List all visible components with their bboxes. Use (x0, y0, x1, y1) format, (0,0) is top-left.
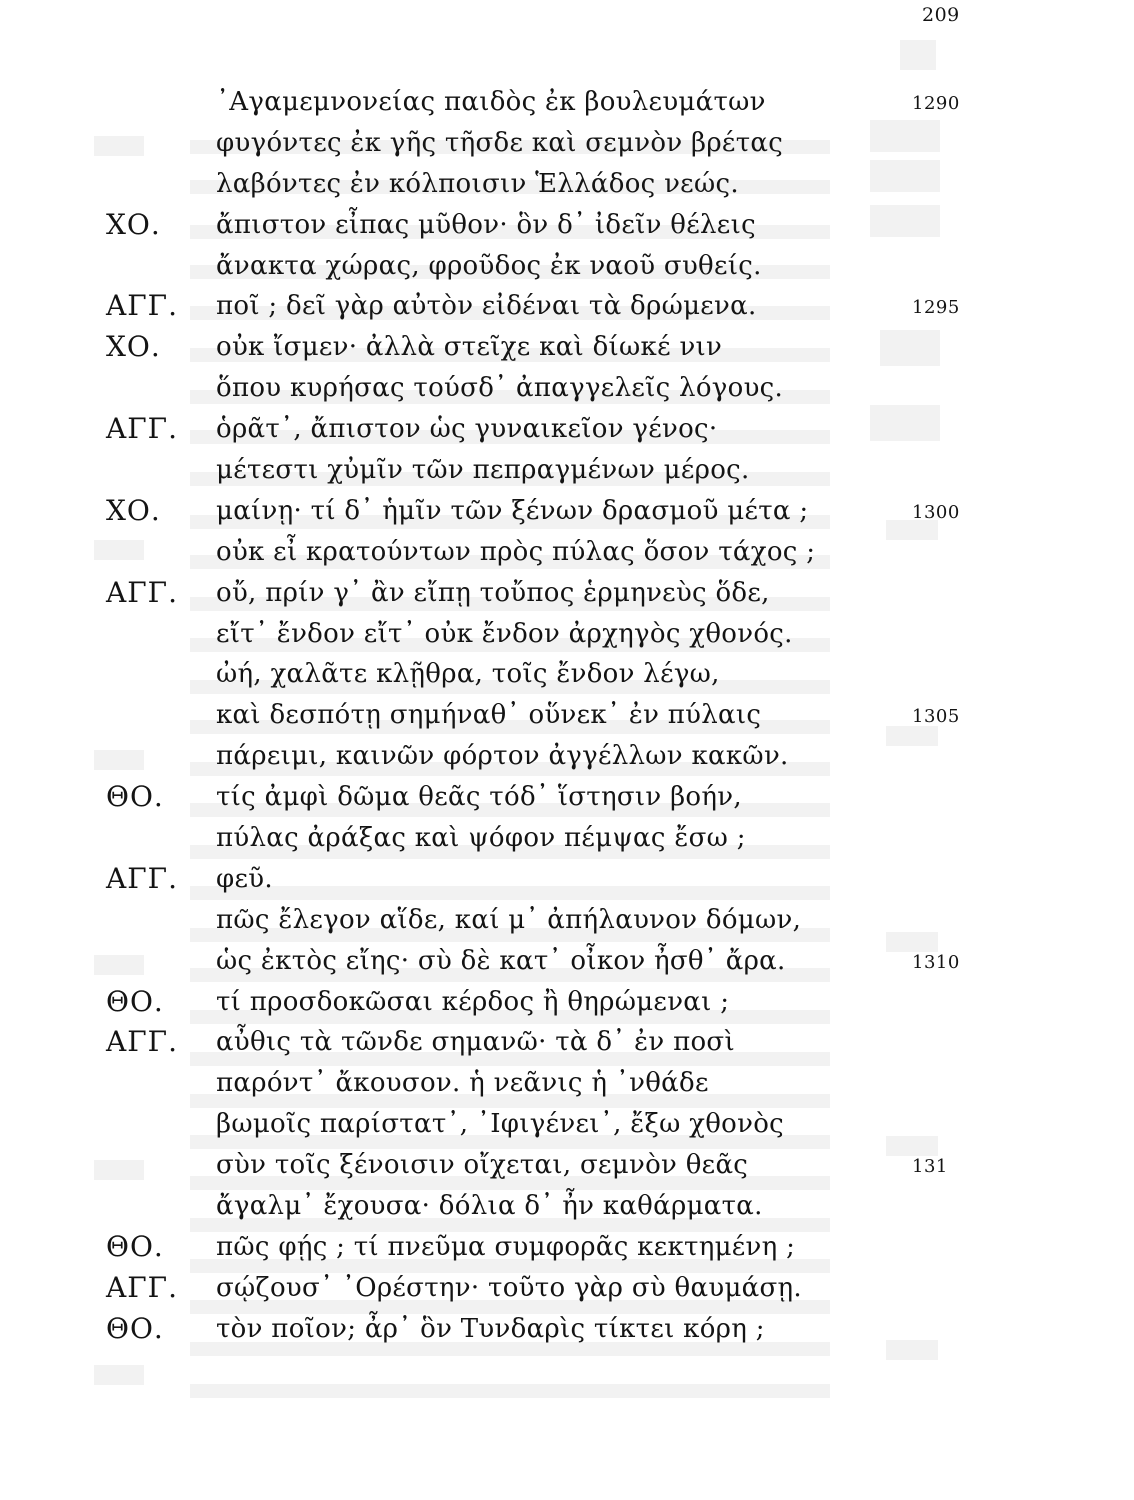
verse-line (0, 246, 1134, 287)
verse-text: σὺν τοῖς ξένοισιν οἴχεται, σεμνὸν θεᾶς (216, 1150, 749, 1181)
speaker-label: ΑΓΓ. (106, 861, 178, 895)
verse-text: ἄγαλμ᾿ ἔχουσα· δόλια δ᾿ ἦν καθάρματα. (216, 1191, 763, 1222)
verse-text: καὶ δεσπότῃ σημήναθ᾿ οὕνεκ᾿ ἐν πύλαις (216, 700, 762, 731)
verse-line (0, 123, 1134, 164)
speaker-label: ΘΟ. (106, 1229, 164, 1263)
speaker-label: ΘΟ. (106, 1311, 164, 1345)
line-number: 1300 (912, 501, 960, 523)
verse-line (0, 982, 1134, 1023)
verse-line (0, 368, 1134, 409)
verse-line (0, 532, 1134, 573)
speaker-label: ΑΓΓ. (106, 1270, 178, 1304)
verse-text: πῶς φῄς ; τί πνεῦμα συμφορᾶς κεκτημένη ; (216, 1231, 796, 1262)
verse-text: εἴτ᾿ ἔνδον εἴτ᾿ οὐκ ἔνδον ἀρχηγὸς χθονός. (216, 618, 793, 649)
verse-text: οὐκ εἶ κρατούντων πρὸς πύλας ὅσον τάχος ; (216, 536, 816, 567)
line-number: 1310 (912, 951, 960, 973)
verse-line (0, 205, 1134, 246)
verse-line (0, 736, 1134, 777)
verse-text: σῴζουσ᾿ ᾿Ορέστην· τοῦτο γὰρ σὺ θαυμάσῃ. (216, 1272, 802, 1303)
verse-text: πύλας ἀράξας καὶ ψόφον πέμψας ἔσω ; (216, 823, 746, 854)
verse-text: ὡς ἐκτὸς εἴης· σὺ δὲ κατ᾿ οἶκον ἦσθ᾿ ἄρα. (216, 945, 786, 976)
verse-line (0, 1268, 1134, 1309)
verse-text: τίς ἀμφὶ δῶμα θεᾶς τόδ᾿ ἵστησιν βοήν, (216, 782, 742, 813)
speaker-label: ΑΓΓ. (106, 575, 178, 609)
verse-text: οὐκ ἴσμεν· ἀλλὰ στεῖχε καὶ δίωκέ νιν (216, 332, 723, 363)
verse-text: τὸν ποῖον; ἆρ᾿ ὃν Τυνδαρὶς τίκτει κόρη ; (216, 1313, 765, 1344)
speaker-label: ΧΟ. (106, 330, 161, 364)
verse-text: ἄπιστον εἶπας μῦθον· ὃν δ᾿ ἰδεῖν θέλεις (216, 209, 756, 240)
verse-text: ὅπου κυρήσας τούσδ᾿ ἀπαγγελεῖς λόγους. (216, 373, 784, 404)
speaker-label: ΧΟ. (106, 493, 161, 527)
line-number: 1290 (912, 93, 960, 114)
verse-text: ὁρᾶτ᾿, ἄπιστον ὡς γυναικεῖον γένος· (216, 414, 718, 445)
verse-lines (0, 82, 1134, 1350)
verse-text: τί προσδοκῶσαι κέρδος ἢ θηρώμεναι ; (216, 986, 730, 1017)
verse-line (0, 941, 1134, 982)
verse-line (0, 1227, 1134, 1268)
verse-text: ποῖ ; δεῖ γὰρ αὐτὸν εἰδέναι τὰ δρώμενα. (216, 291, 757, 322)
verse-line (0, 286, 1134, 327)
speaker-label: ΑΓΓ. (106, 412, 178, 446)
verse-text: φεῦ. (216, 863, 273, 894)
verse-line (0, 859, 1134, 900)
verse-text: ἄνακτα χώρας, φροῦδος ἐκ ναοῦ συθείς. (216, 250, 762, 281)
verse-text: ᾿Αγαμεμνονείας παιδὸς ἐκ βουλευμάτων (216, 87, 766, 117)
verse-line (0, 1063, 1134, 1104)
speaker-label: ΧΟ. (106, 207, 161, 241)
verse-line (0, 1309, 1134, 1350)
verse-text: αὖθις τὰ τῶνδε σημανῶ· τὰ δ᾿ ἐν ποσὶ (216, 1027, 735, 1058)
speaker-label: ΘΟ. (106, 984, 164, 1018)
verse-line (0, 450, 1134, 491)
verse-line (0, 1145, 1134, 1186)
speaker-label: ΘΟ. (106, 780, 164, 814)
verse-line (0, 164, 1134, 205)
line-number: 1295 (912, 297, 960, 319)
verse-line (0, 573, 1134, 614)
verse-text: πῶς ἔλεγον αἵδε, καί μ᾿ ἀπήλαυνον δόμων, (216, 904, 802, 935)
verse-line (0, 491, 1134, 532)
verse-line (0, 1186, 1134, 1227)
page-number: 209 (922, 4, 960, 26)
verse-line (0, 818, 1134, 859)
verse-text: μέτεστι χὐμῖν τῶν πεπραγμένων μέρος. (216, 455, 750, 486)
verse-text: ὠή, χαλᾶτε κλῇθρα, τοῖς ἔνδον λέγω, (216, 659, 720, 690)
verse-line (0, 695, 1134, 736)
verse-line (0, 82, 1134, 123)
verse-text: οὔ, πρίν γ᾿ ἂν εἴπῃ τοὔπος ἑρμηνεὺς ὅδε, (216, 577, 770, 608)
verse-line (0, 777, 1134, 818)
line-number: 131 (912, 1156, 948, 1178)
speaker-label: ΑΓΓ. (106, 1025, 178, 1059)
verse-line (0, 1022, 1134, 1063)
verse-line (0, 409, 1134, 450)
verse-line (0, 1104, 1134, 1145)
verse-text: φυγόντες ἐκ γῆς τῆσδε καὶ σεμνὸν βρέτας (216, 127, 784, 158)
verse-line (0, 327, 1134, 368)
verse-text: παρόντ᾿ ἄκουσον. ἡ νεᾶνις ἡ ᾿νθάδε (216, 1068, 709, 1099)
verse-text: βωμοῖς παρίστατ᾿, ᾿Ιφιγένει᾿, ἔξω χθονὸς (216, 1109, 785, 1140)
speaker-label: ΑΓΓ. (106, 289, 178, 323)
line-number: 1305 (912, 706, 960, 728)
verse-text: λαβόντες ἐν κόλποισιν Ἑλλάδος νεώς. (216, 168, 739, 199)
verse-line (0, 900, 1134, 941)
verse-text: μαίνῃ· τί δ᾿ ἡμῖν τῶν ξένων δρασμοῦ μέτα ; (216, 495, 809, 526)
verse-line (0, 614, 1134, 655)
verse-line (0, 654, 1134, 695)
verse-text: πάρειμι, καινῶν φόρτον ἀγγέλλων κακῶν. (216, 741, 789, 772)
